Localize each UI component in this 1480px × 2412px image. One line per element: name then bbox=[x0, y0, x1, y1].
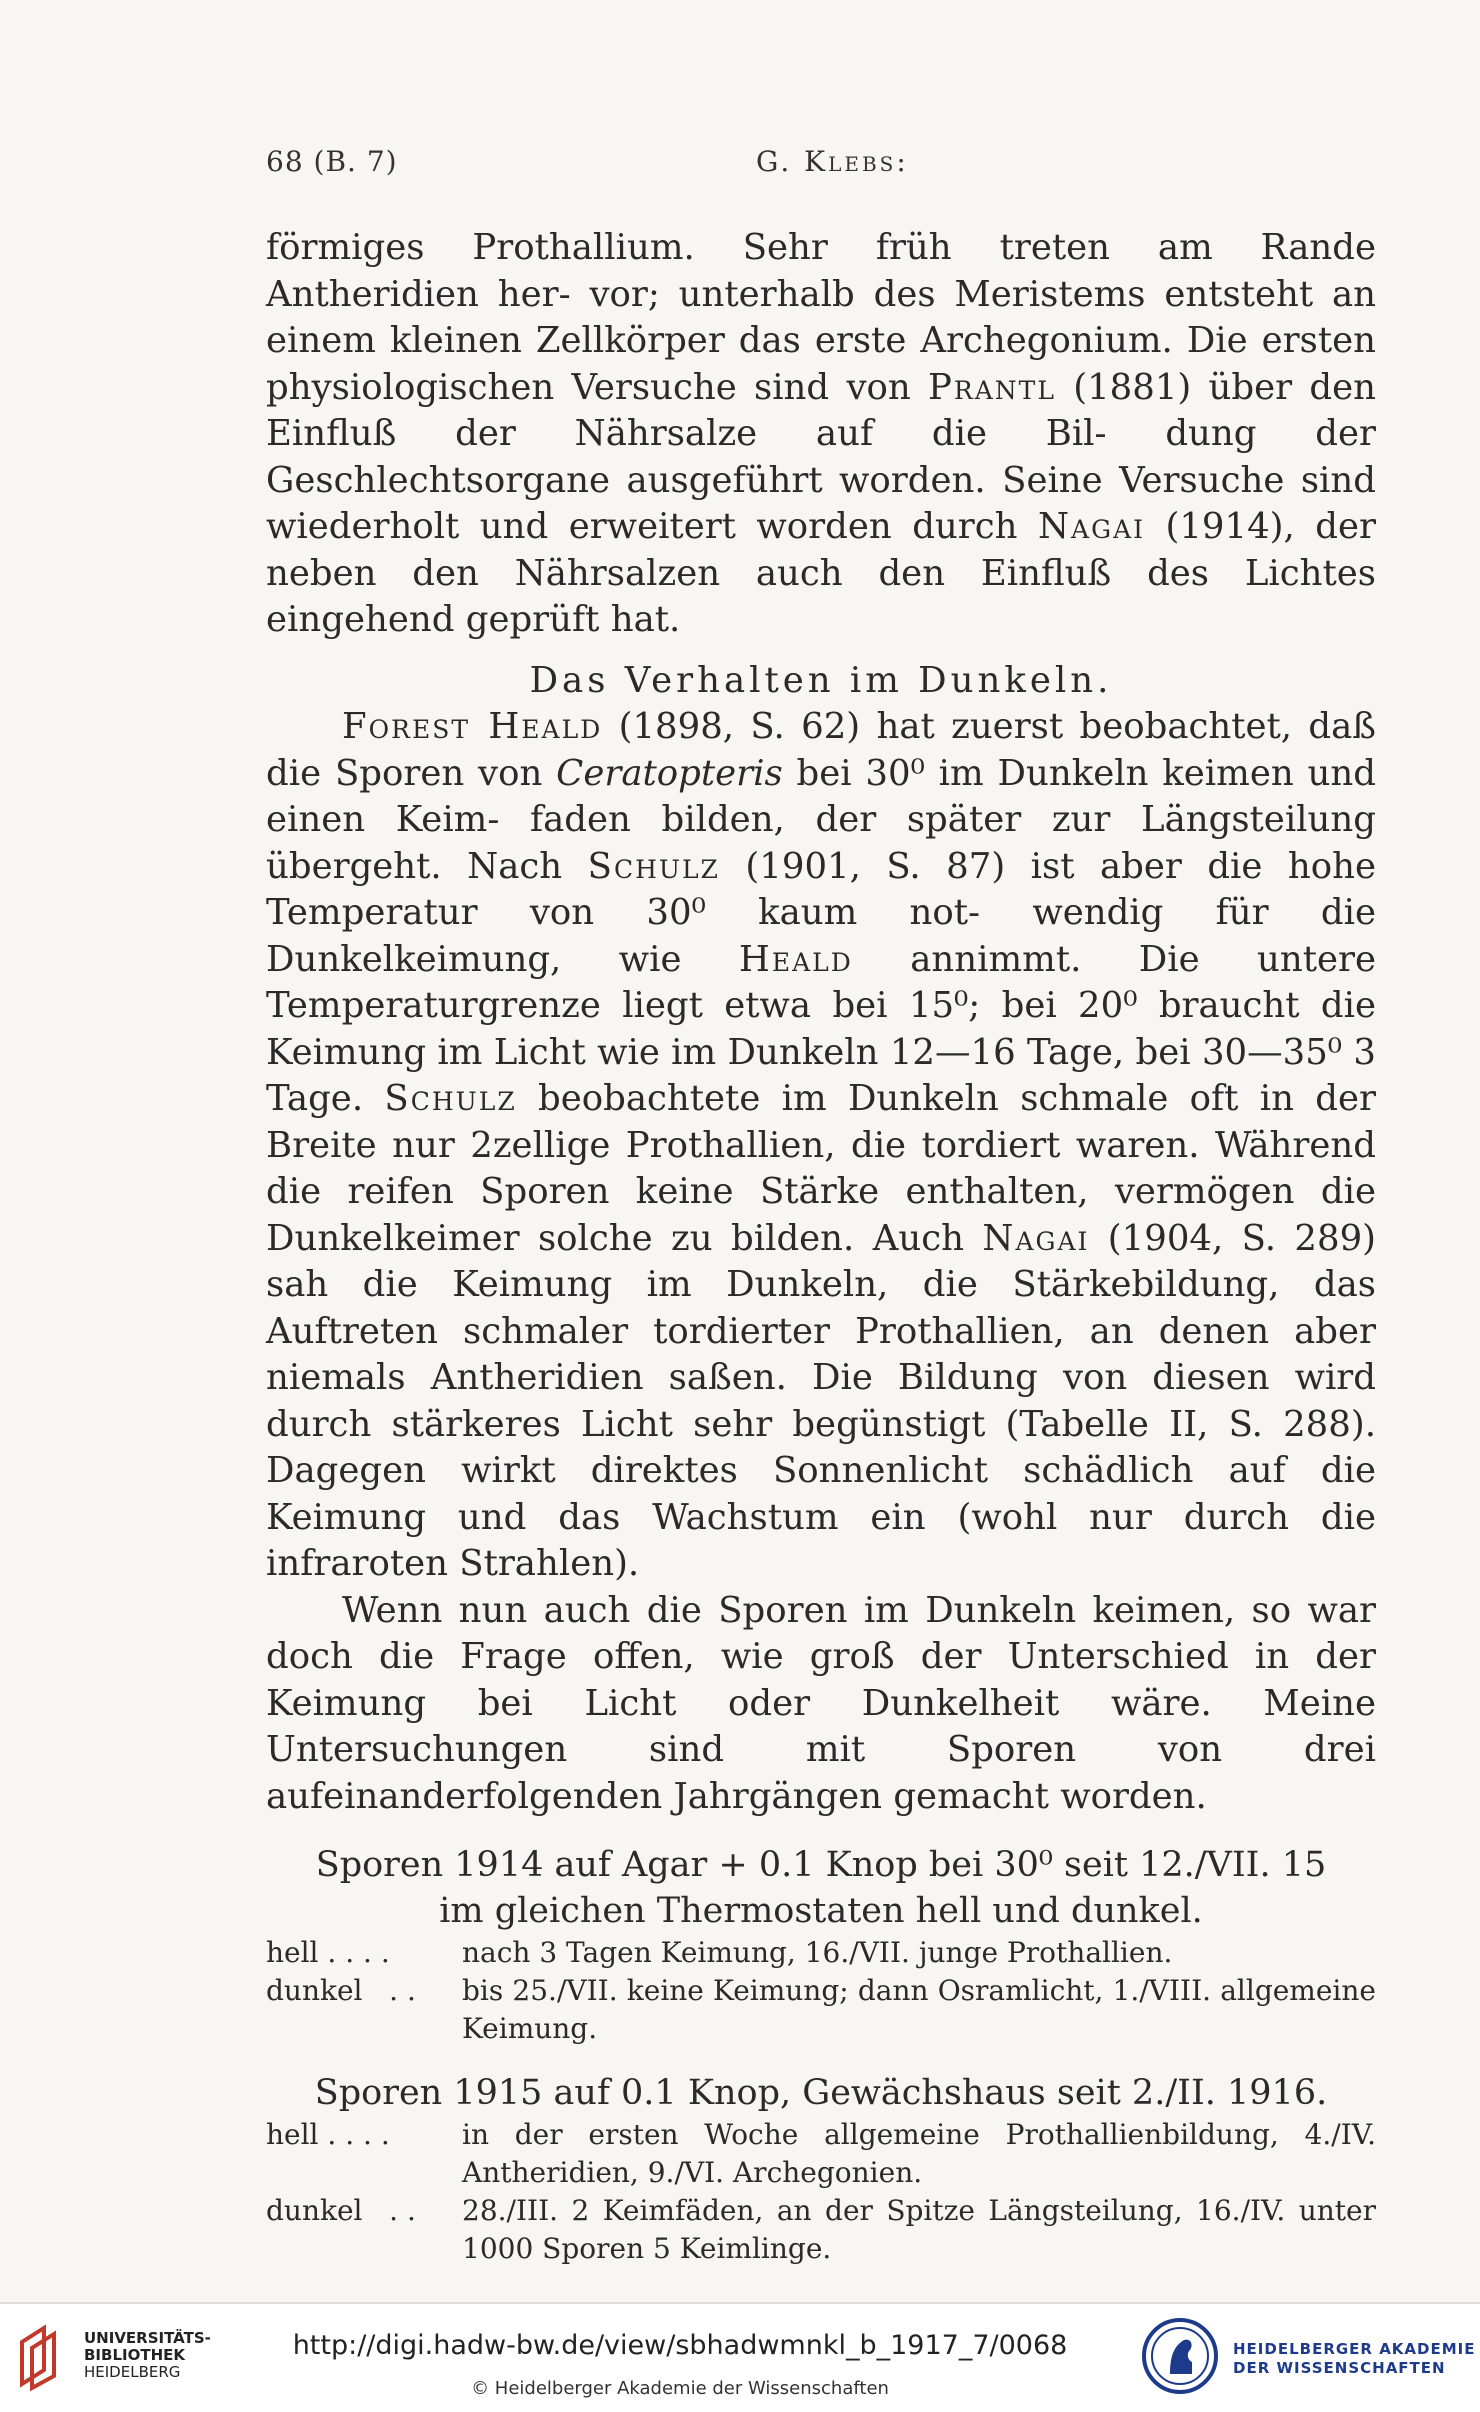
note-hell: hell . . . . in der ersten Woche allgemeine Prothallienbildung, 4./IV. Antheridien, 9./VI. Archegonien. bbox=[266, 2118, 1376, 2189]
academy-name[interactable]: HEIDELBERGER AKADEMIE DER WISSENSCHAFTEN bbox=[1233, 2340, 1476, 2377]
running-author: G. Klebs: bbox=[756, 145, 909, 178]
page-number: 68 (B. 7) bbox=[266, 145, 398, 178]
page-body bbox=[266, 225, 1376, 2268]
paragraph-2: Forest Heald (1898, S. 62) hat zuerst beobachtet, daß die Sporen von Ceratopteris bei 30⁰ im Dunkeln keimen und einen Keim- faden bilden, der später zur Längsteilung übergeht. Nach Schulz (1901, S. 87) ist aber die hohe Temperatur von 30⁰ kaum not- wendig für die Dunkelkeimung, wie Heald annimmt. Die untere Temperaturgrenze liegt etwa bei 15⁰; bei 20⁰ braucht die Keimung im Licht wie im Dunkeln 12—16 Tage, bei 30—35⁰ 3 Tage. Schulz beobachtete im Dunkeln schmale oft in der Breite nur 2zellige Prothallien, die tordiert waren. Während die reifen Sporen keine Stärke enthalten, vermögen die Dunkelkeimer solche zu bilden. Auch Nagai (1904, S. 289) sah die Keimung im Dunkeln, die Stärkebildung, das Auftreten schmaler tordierter Prothallien, an denen aber niemals Antheridien saßen. Die Bildung von diesen wird durch stärkeres Licht sehr begünstigt (Tabelle II, S. 288). Dagegen wirkt direktes Sonnenlicht schädlich auf die Keimung und das Wachstum ein (wohl nur durch die infraroten Strahlen). bbox=[266, 706, 1377, 1584]
experiment-2-notes bbox=[266, 2116, 1376, 2268]
note-dunkel: dunkel . . bis 25./VII. keine Keimung; dann Osramlicht, 1./VIII. allgemeine Keimung. bbox=[266, 1974, 1376, 2045]
viewer-footer bbox=[0, 2302, 1480, 2412]
experiment-1-title: Sporen 1914 auf Agar + 0.1 Knop bei 30⁰ seit 12./VII. 15 bbox=[315, 1845, 1327, 1885]
academy-seal-icon[interactable] bbox=[1140, 2316, 1220, 2396]
experiment-1-subtitle: im gleichen Thermostaten hell und dunkel. bbox=[439, 1891, 1203, 1931]
experiment-1 bbox=[266, 1842, 1376, 2048]
library-name[interactable]: UNIVERSITÄTS- BIBLIOTHEK HEIDELBERG bbox=[84, 2329, 211, 2381]
experiment-2-title: Sporen 1915 auf 0.1 Knop, Gewächshaus seit 2./II. 1916. bbox=[314, 2073, 1328, 2113]
paragraph-3: Wenn nun auch die Sporen im Dunkeln keimen, so war doch die Frage offen, wie groß der Unterschied in der Keimung bei Licht oder Dunkelheit wäre. Meine Untersuchungen sind mit Sporen von drei aufeinanderfolgenden Jahrgängen gemacht worden. bbox=[266, 1589, 1376, 1817]
library-logo-icon[interactable] bbox=[14, 2322, 74, 2392]
permalink-url[interactable]: http://digi.hadw-bw.de/view/sbhadwmnkl_b_1917_7/0068 bbox=[292, 2330, 1068, 2361]
experiment-1-notes bbox=[266, 1934, 1376, 2048]
note-hell: hell . . . . nach 3 Tagen Keimung, 16./VII. junge Prothallien. bbox=[266, 1936, 1173, 1969]
note-dunkel: dunkel . . 28./III. 2 Keimfäden, an der Spitze Längsteilung, 16./IV. unter 1000 Sporen 5 Keimlinge. bbox=[266, 2194, 1376, 2265]
copyright-notice: © Heidelberger Akademie der Wissenschaften bbox=[471, 2378, 889, 2399]
paragraph-1: förmiges Prothallium. Sehr früh treten am Rande Antheridien her- vor; unterhalb des Meristems entsteht an einem kleinen Zellkörper das erste Archegonium. Die ersten physiologischen Versuche sind von Prantl (1881) über den Einfluß der Nährsalze auf die Bil- dung der Geschlechtsorgane ausgeführt worden. Seine Versuche sind wiederholt und erweitert worden durch Nagai (1914), der neben den Nährsalzen auch den Einfluß des Lichtes eingehend geprüft hat. bbox=[266, 227, 1377, 640]
experiment-2 bbox=[266, 2070, 1376, 2268]
section-title: Das Verhalten im Dunkeln. bbox=[529, 659, 1113, 701]
